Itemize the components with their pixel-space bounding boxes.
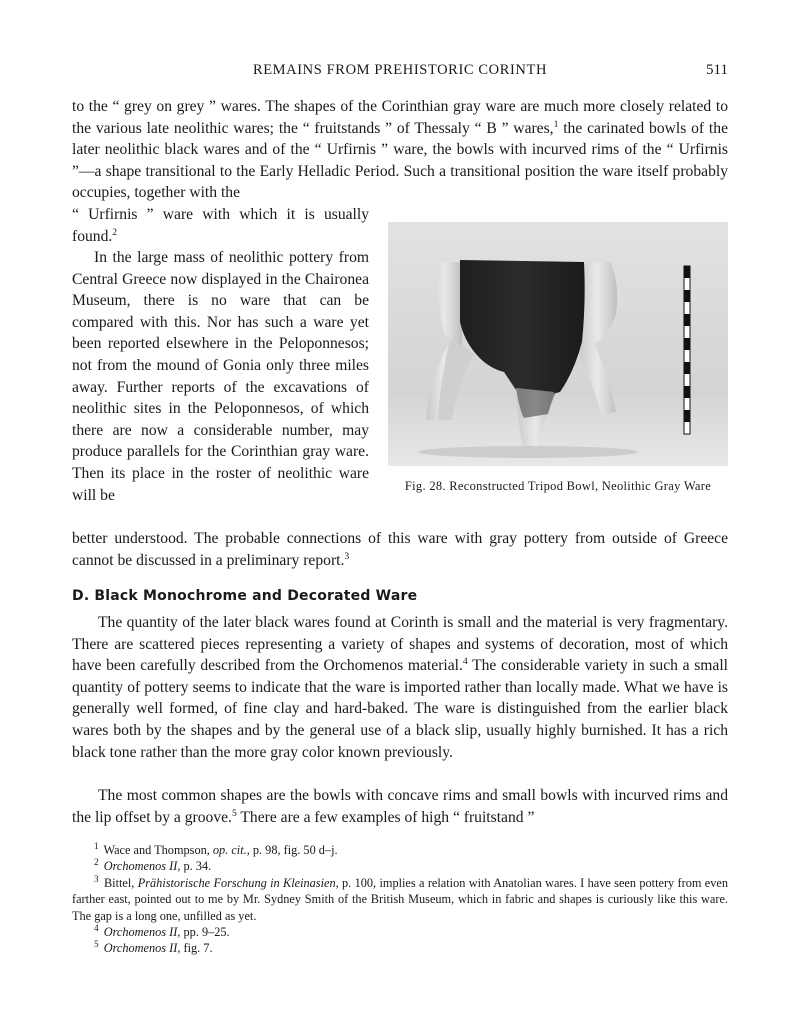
tripod-bowl-photo [388, 222, 728, 466]
paragraph-2-cont-text: better understood. The probable connections of this ware with gray pottery from outside of Greece cannot be discussed in a preliminary report. [72, 530, 728, 569]
footnote-ref-4: 4 [462, 656, 468, 667]
paragraph-1-text-a: to the “ grey on grey ” wares. The shapes of the Corinthian gray ware are much more closely related to the various late neolithic wares; the “ fruitstands ” of Thessaly “ B ” wares, [72, 98, 728, 137]
footnote-ref-2: 2 [112, 226, 118, 238]
footnote-3-text-a: Bittel, [103, 875, 138, 890]
paragraph-2-continued [72, 528, 728, 571]
footnote-1-text-b: , p. 98, fig. 50 d–j. [246, 843, 338, 857]
paragraph-3-text-b: The considerable variety in such a small quantity of pottery seems to indicate that the ware is imported rather than locally made. What we have is generally well formed, of fine clay and hard-baked. The ware is distinguished from the earlier black wares both by the shapes and by the general use of a black slip, usually highly burnished. It has a rich black tone rather than the more gray color known previously. [72, 657, 728, 761]
footnote-4-number: 4 [94, 922, 99, 933]
figure-caption: Fig. 28. Reconstructed Tripod Bowl, Neolithic Gray Ware [404, 479, 712, 493]
paragraph-1-text-b: the carinated bowls of the later neolithic black wares and of the “ Urfirnis ” ware, the bowls with incurved rims of the “ Urfirnis ”—a shape transitional to the Early Helladic Period. Such a transitional position the ware itself probably occupies, together with the [72, 119, 728, 202]
footnote-1-number: 1 [94, 840, 99, 851]
page-header [72, 62, 728, 86]
footnote-ref-3: 3 [344, 550, 350, 562]
footnote-5-italic: Orchomenos II [103, 941, 178, 956]
footnote-3-number: 3 [94, 873, 99, 884]
footnote-2-number: 2 [94, 857, 99, 868]
paragraph-3 [72, 612, 728, 763]
footnote-3-text-b: p. 100, implies a relation with Anatolian wares. I have seen pottery from even farther east, pointed out to me by Mr. Sydney Smith of the British Museum, which in fabric and shapes is curiously like this ware. The gap is a long one, unfilled as yet. [72, 875, 728, 923]
footnote-2-italic: Orchomenos II [103, 859, 178, 874]
footnote-ref-5: 5 [231, 807, 237, 819]
paragraph-4-text-b: There are a few examples of high “ fruitstand ” [236, 808, 535, 826]
paragraph-4-text-a: The most common shapes are the bowls with concave rims and small bowls with incurved rims and the lip offset by a groove. [72, 787, 728, 826]
footnote-1 [72, 842, 728, 858]
footnote-2-text: , p. 34. [177, 859, 212, 874]
paragraph-1-cont-text: “ Urfirnis ” ware with which it is usually found. [72, 206, 369, 245]
paragraph-4 [72, 785, 728, 828]
footnote-3 [72, 875, 728, 924]
footnote-5-text: , fig. 7. [177, 941, 213, 956]
running-head: REMAINS FROM PREHISTORIC CORINTH [252, 62, 548, 78]
page-number: 511 [706, 62, 728, 78]
paragraph-1-continued [72, 204, 369, 247]
footnote-4-text: , pp. 9–25. [177, 925, 230, 940]
figure-photo-tripod-bowl [388, 222, 728, 466]
footnotes [72, 842, 728, 957]
footnote-1-italic: op. cit. [212, 843, 247, 857]
paragraph-3-text-a: The quantity of the later black wares found at Corinth is small and the material is very fragmentary. There are scattered pieces representing a variety of shapes and systems of decoration, most of which have been carefully described from the Orchomenos material. [72, 614, 728, 675]
footnote-5-number: 5 [94, 939, 99, 950]
footnote-4-italic: Orchomenos II [103, 925, 178, 940]
footnote-ref-1: 1 [553, 118, 559, 130]
footnote-5 [72, 940, 728, 956]
paragraph-2: In the large mass of neolithic pottery from Central Greece now displayed in the Chaironea Museum, there is no ware that can be compared with this. Nor has such a ware yet been reported elsewhere in the Peloponnesos; not from the mound of Gonia only three miles away. Further reports of the excavations of neolithic sites in the Peloponnesos, of which there are now a considerable number, may produce parallels for the Corinthian gray ware. Then its place in the roster of neolithic ware will be [72, 249, 369, 504]
footnote-3-italic: Prähistorische Forschung in Kleinasien, [137, 875, 339, 890]
footnote-4 [72, 924, 728, 940]
paragraph-1 [72, 96, 728, 204]
footnote-1-text-a: Wace and Thompson, [103, 843, 213, 857]
footnote-2 [72, 858, 728, 874]
section-heading: D. Black Monochrome and Decorated Ware [72, 588, 418, 604]
